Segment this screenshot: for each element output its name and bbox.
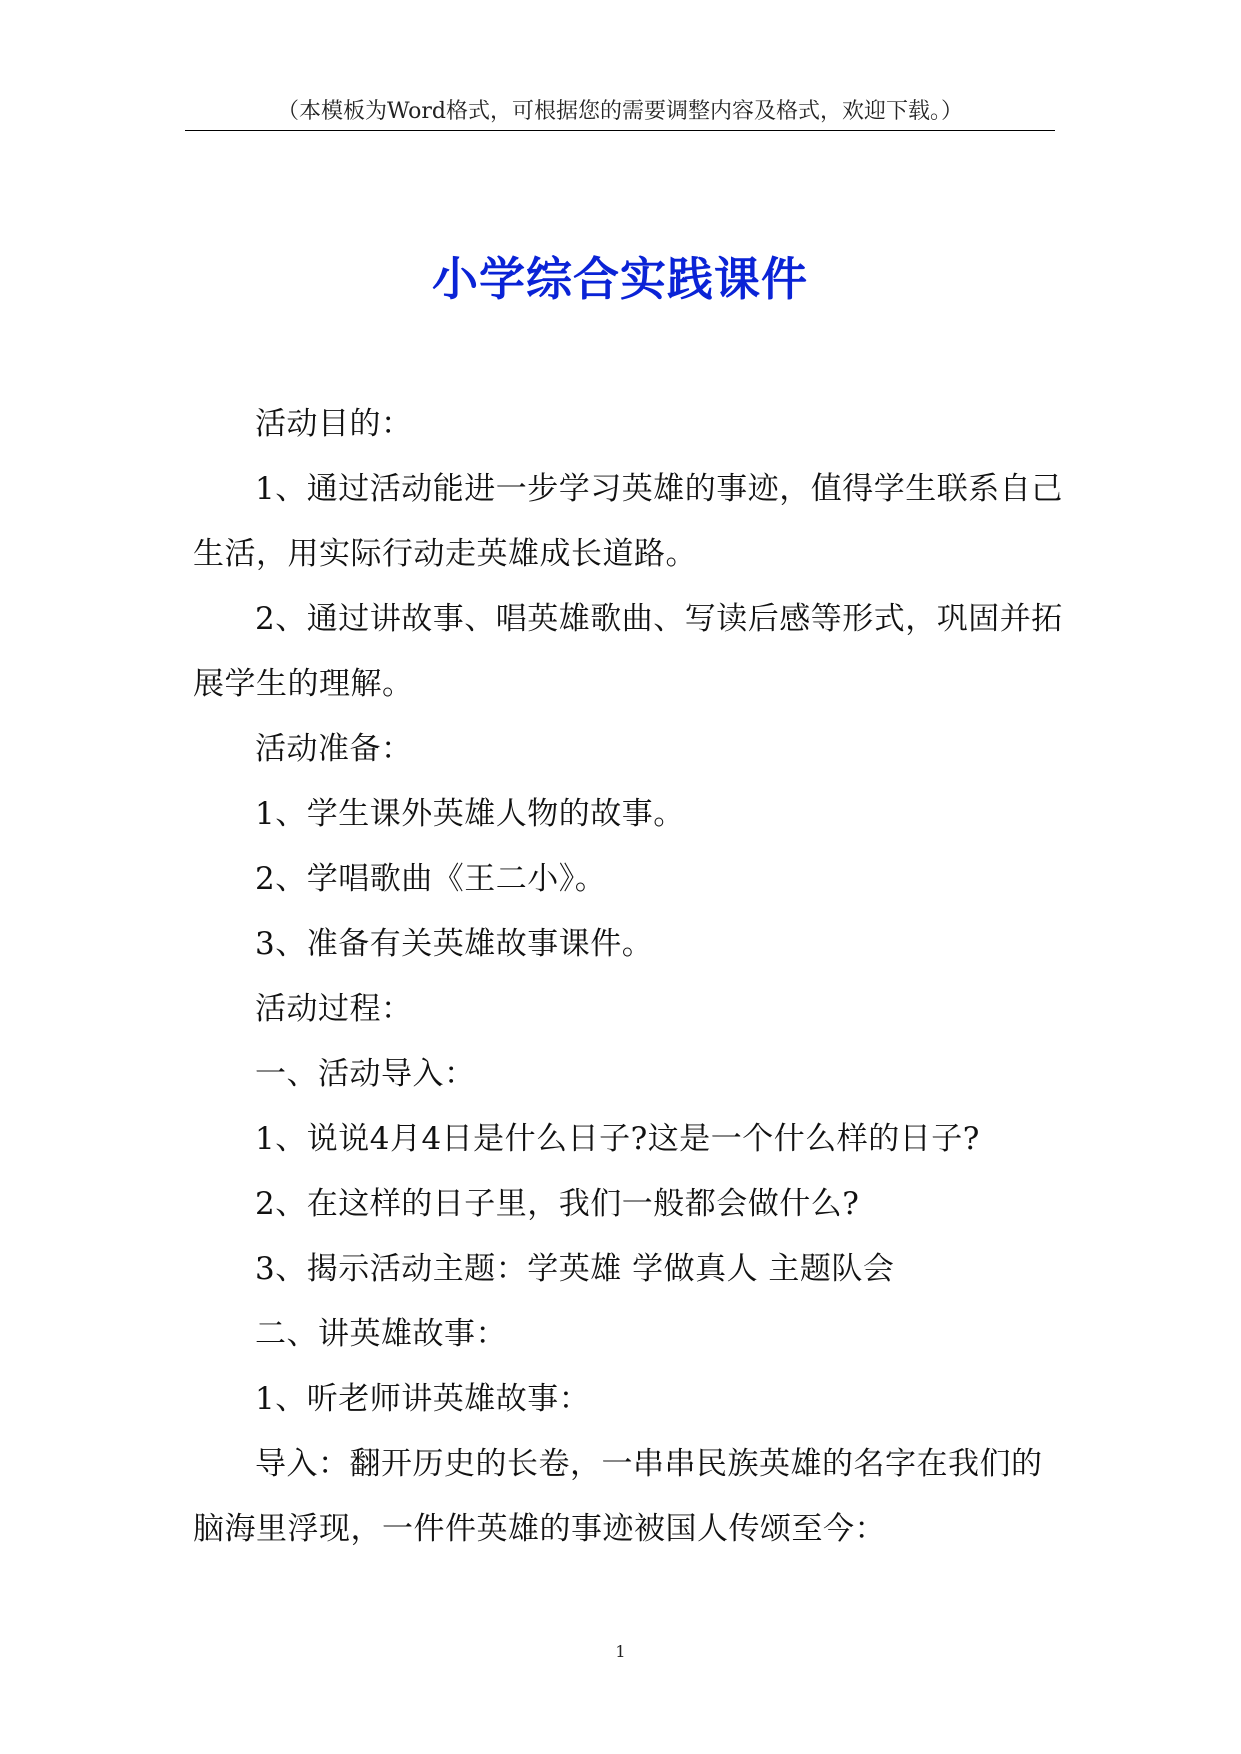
paragraph: 3、揭示活动主题：学英雄 学做真人 主题队会 xyxy=(255,1251,895,1287)
paragraph: 1、学生课外英雄人物的故事。 xyxy=(255,796,685,832)
paragraph: 活动准备： xyxy=(255,731,413,767)
paragraph: 活动过程： xyxy=(255,991,413,1027)
document-title: 小学综合实践课件 xyxy=(432,251,808,306)
paragraph: 1、听老师讲英雄故事： xyxy=(255,1381,591,1417)
header-divider xyxy=(185,130,1055,131)
paragraph: 3、准备有关英雄故事课件。 xyxy=(255,926,654,962)
paragraph: 导入：翻开历史的长卷，一串串民族英雄的名字在我们的脑海里浮现，一件件英雄的事迹被国人传颂至今： xyxy=(193,1446,1043,1547)
paragraph: 1、说说4月4日是什么日子?这是一个什么样的日子? xyxy=(255,1121,980,1157)
paragraph: 2、通过讲故事、唱英雄歌曲、写读后感等形式，巩固并拓展学生的理解。 xyxy=(193,601,1063,702)
document-body xyxy=(193,392,1063,1562)
paragraph: 二、讲英雄故事： xyxy=(255,1316,507,1352)
page-number: 1 xyxy=(615,1642,626,1661)
paragraph: 活动目的： xyxy=(255,406,413,442)
paragraph: 2、学唱歌曲《王二小》。 xyxy=(255,861,607,897)
paragraph: 1、通过活动能进一步学习英雄的事迹，值得学生联系自己生活，用实际行动走英雄成长道路。 xyxy=(193,471,1063,572)
header-note: （本模板为Word格式，可根据您的需要调整内容及格式，欢迎下载。） xyxy=(277,99,963,124)
paragraph: 2、在这样的日子里，我们一般都会做什么? xyxy=(255,1186,860,1222)
paragraph: 一、活动导入： xyxy=(255,1056,476,1092)
